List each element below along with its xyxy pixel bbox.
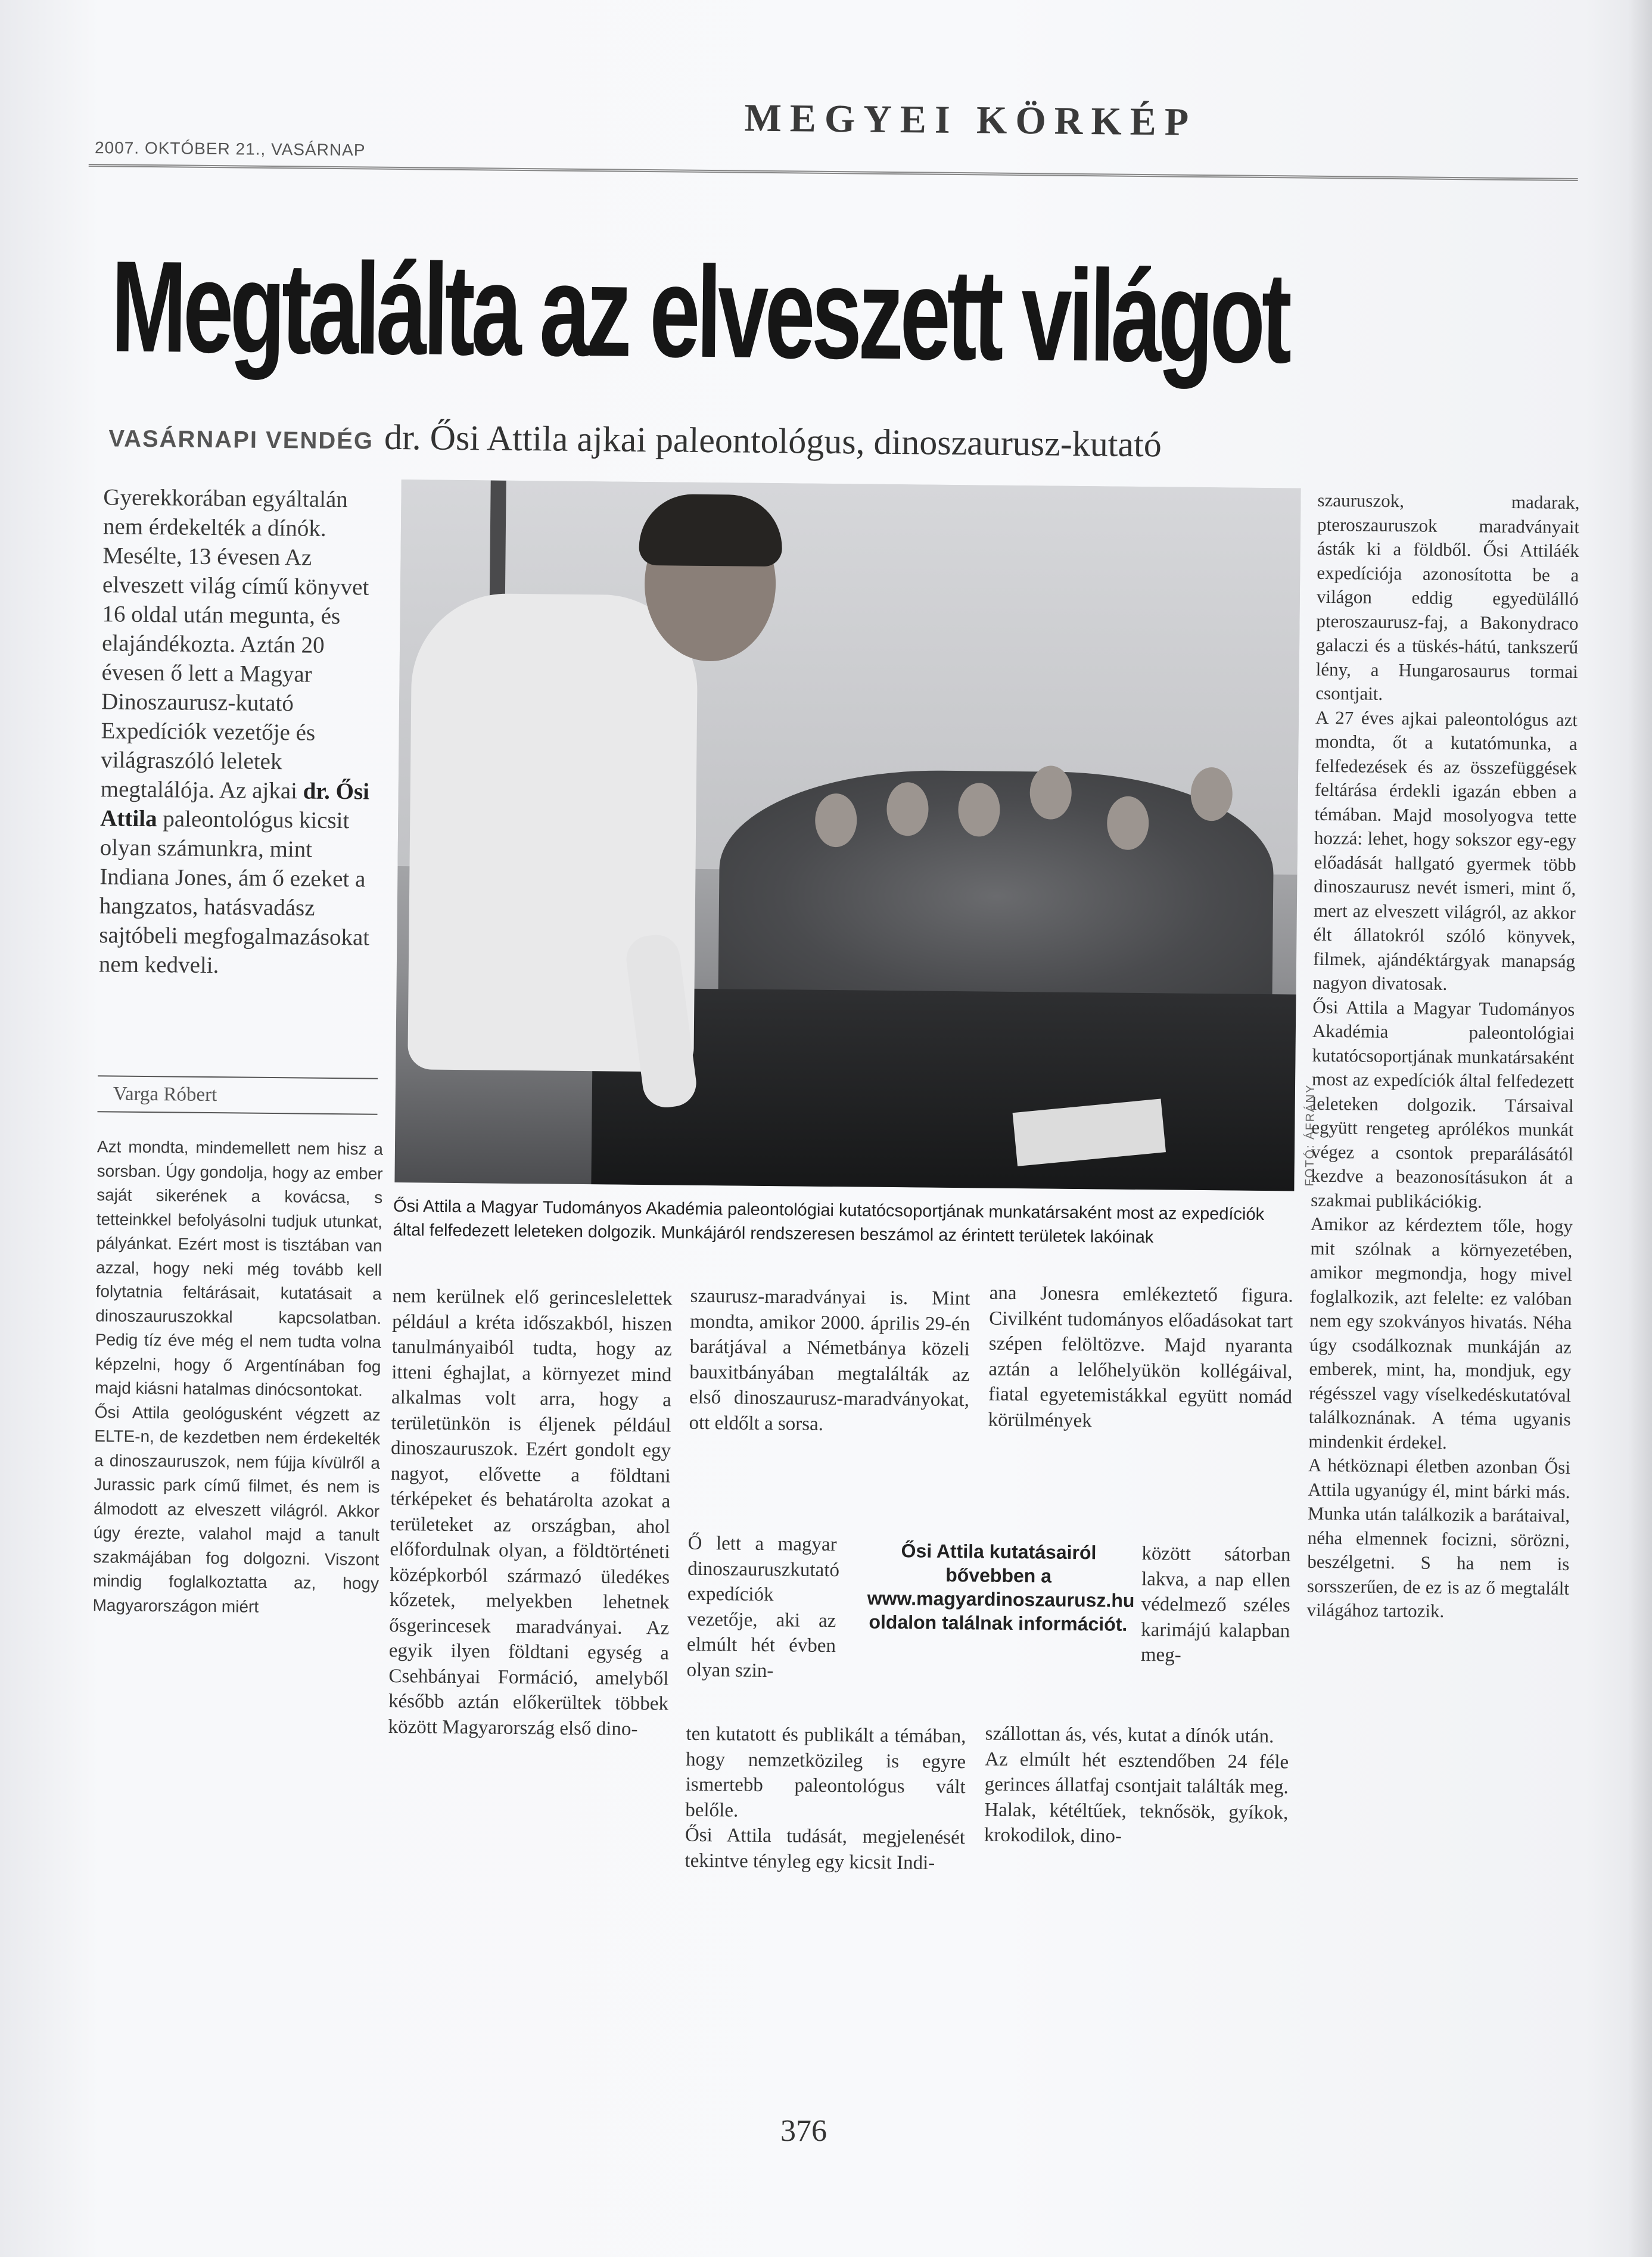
- column-4-paragraph: Az elmúlt hét esztendőben 24 féle gerinces állatfaj csontjait találták meg. Halak, kétéltűek, teknősök, gyíkok, krokodilok, dino-: [984, 1748, 1289, 1847]
- newspaper-clipping: [73, 89, 1590, 1874]
- page-number: 376: [780, 2114, 827, 2148]
- lead-text-2: paleontológus kicsit olyan számunkra, mint Indiana Jones, ám ő ezeket a hangzatos, hatásvadász sajtóbeli megfogalmazásokat nem kedveli.: [98, 806, 370, 979]
- photo-caption: Ősi Attila a Magyar Tudományos Akadémia paleontológiai kutatócsoportjának munkatársaként most az expedíciók által felfedezett leleteken dolgozik. Munkájáról rendszeresen beszámol az érintett területek lakóinak: [393, 1196, 1265, 1247]
- masthead-section: MEGYEI KÖRKÉP: [744, 96, 1197, 144]
- column-4-wrap-paragraph: között sátorban lakva, a nap ellen védelmező széles karimájú kalapban meg-: [1140, 1543, 1291, 1666]
- masthead-rule: [89, 164, 1578, 181]
- column-1: [92, 1135, 383, 1620]
- page-edge-shadow: [1628, 0, 1652, 2257]
- column-3-bottom: [685, 1721, 966, 1876]
- byline: Varga Róbert: [98, 1075, 378, 1115]
- photo-credit: FOTÓ: ÁFRÁNY: [1303, 1084, 1318, 1187]
- column-2: [388, 1284, 672, 1742]
- lead-text-1: Gyerekkorában egyáltalán nem érdekelték a dínók. Mesélte, 13 évesen Az elveszett világ című könyvet 16 oldal után megunta, és elajándékozta. Aztán 20 évesen ő lett a Magyar Dinoszaurusz-kutató Expedíciók vezetője és világraszóló leletek megtalálója. Az ajkai: [100, 484, 369, 804]
- column-1-paragraph: Azt mondta, mindemellett nem hisz a sorsban. Úgy gondolja, hogy az ember saját sikerének a kovácsa, s tetteinkkel befolyásolni tudjuk utunkat, pályánkat. Ezért most is tisztában van azzal, hogy neki még tovább kell folytatnia feltárásait, kutatásait a dinoszauruszokkal kapcsolatban. Pedig tíz éve még el nem tudta volna képzelni, hogy ő Argentínában fog majd kiásni hatalmas dinócsontokat.: [94, 1137, 384, 1400]
- info-box: Ősi Attila kutatásairól bővebben a www.magyardinoszaurusz.hu oldalon találnak információt.: [867, 1540, 1135, 1635]
- article-photo: [394, 480, 1301, 1191]
- column-4-paragraph: ana Jonesra emlékeztető figura. Civilként tudományos előadásokat tart szépen felöltözve. Majd nyaranta aztán a lelőhelyükön kollégáival, fiatal egyetemistákkal együtt nomád körülmények: [988, 1282, 1293, 1431]
- subhead-person: dr. Ősi Attila ajkai paleontológus, dinoszaurusz-kutató: [384, 417, 1162, 465]
- column-3-paragraph: Ősi Attila tudását, megjelenését tekintve tényleg egy kicsit Indi-: [685, 1824, 966, 1874]
- masthead-date: 2007. OKTÓBER 21., VASÁRNAP: [94, 138, 366, 160]
- column-4-bottom: [984, 1721, 1289, 1851]
- column-5-paragraph: A hétköznapi életben azonban Ősi Attila ugyanúgy él, mint bárki más. Munka után találkozik a barátaival, néha elmennek focizni, sörözni, beszélgetni. S ha nem is sorsszerűen, de ez is az ő megtalált világához tartozik.: [1306, 1454, 1571, 1621]
- subhead: [108, 414, 1420, 468]
- column-5-paragraph: A 27 éves ajkai paleontológus azt mondta, őt a kutatómunka, a felfedezések és az összefüggések feltárása érdekli igazán ebben a témában. Majd mosolyogva tette hozzá: lehet, hogy sokszor egy-egy előadását hallgató gyermek több dinoszaurusz nevét ismeri, mint ő, mert az elveszett világról, az akkor élt állatokról szóló könyvek, filmek, ajándéktárgyak manapság nagyon divatosak.: [1312, 706, 1578, 994]
- photo-table: [591, 988, 1296, 1191]
- column-5-paragraph: szauruszok, madarak, pteroszauruszok maradványait ásták ki a földből. Ősi Attiláék expedíciója azonosította be a világon eddig egyedülálló pteroszaurusz-faj, a Bakonydraco galaczi és a tüskés-hátú, tankszerű lény, a Hungarosaurus tormai csontjait.: [1315, 489, 1580, 704]
- headline: Megtalálta az elveszett világot: [110, 234, 1289, 391]
- column-3: [689, 1284, 970, 1438]
- column-5-paragraph: Amikor az kérdeztem tőle, hogy mit szólnak a környezetében, amikor megmondja, hogy mivel foglalkozik, azt felelte: ez valóban nem egy szokványos hivatás. Néha úgy csodálkoznak munkáján az emberek, mint, ha, mondjuk, egy régésszel vagy víselkedéskutatóval találkoznának. A téma ugyanis mindenkit érdekel.: [1308, 1213, 1573, 1453]
- column-2-paragraph: nem kerülnek elő gerinceslelettek például a kréta időszakból, hiszen tanulmányaiból tudta, hogy az itteni éghajlat, a környezet mind alkalmas volt arra, hogy a területünkön is éljenek például dinoszauruszok. Ezért gondolt egy nagyot, elővette a földtani térképeket és behatárolta azokat a területeket az országban, ahol előfordulnak olyan, a földtörténeti középkorból származó üledékes kőzetek, melyekben lehetnek ősgerincesek maradványai. Az egyik ilyen földtani egység a Csehbányai Formáció, amelyből később aztán előkerültek többek között Magyarország első dino-: [388, 1285, 673, 1740]
- column-3-paragraph: ten kutatott és publikált a témában, hogy nemzetközileg is egyre ismertebb paleontológus vált belőle.: [685, 1723, 966, 1822]
- column-3-paragraph: szaurusz-maradványai is. Mint mondta, amikor 2000. április 29-én barátjával a Németbánya közeli bauxitbányában megtalálták az első dinoszaurusz-maradványokat, ott eldőlt a sorsa.: [689, 1285, 970, 1435]
- column-1-paragraph: Ősi Attila geológusként végzett az ELTE-n, de kezdetben nem érdekelték a dinoszauruszok, nem fújja kívülről a Jurassic park című filmet, és nem is álmodott az elveszett világról. Akkor úgy érezte, valahol majd a tanult szakmájában fog dolgozni. Viszont mindig foglalkoztatta az, hogy Magyarországon miért: [92, 1402, 381, 1616]
- column-3-wrap-paragraph: Ő lett a magyar dinoszauruszkutató expedíciók vezetője, aki az elmúlt hét évben olyan szin-: [686, 1532, 840, 1682]
- column-5: [1306, 488, 1579, 1625]
- column-5-paragraph: Ősi Attila a Magyar Tudományos Akadémia paleontológiai kutatócsoportjának munkatársaként most az expedíciók által felfedezett leleteken dolgozik. Társaival együtt rengeteg aprólékos munkát végez a csontok preparálásától kezdve a beazonosításukon át a szakmai publikációkig.: [1311, 996, 1575, 1212]
- column-4: [988, 1281, 1293, 1436]
- lead-paragraph: [99, 482, 378, 981]
- column-4-paragraph: szállottan ás, vés, kutat a dínók után.: [985, 1723, 1274, 1748]
- column-4-wrap: [1141, 1541, 1291, 1669]
- column-3-wrap: [686, 1531, 840, 1684]
- lead-name: dr. Ősi Attila: [100, 778, 370, 832]
- subhead-label: VASÁRNAPI VENDÉG: [108, 425, 374, 454]
